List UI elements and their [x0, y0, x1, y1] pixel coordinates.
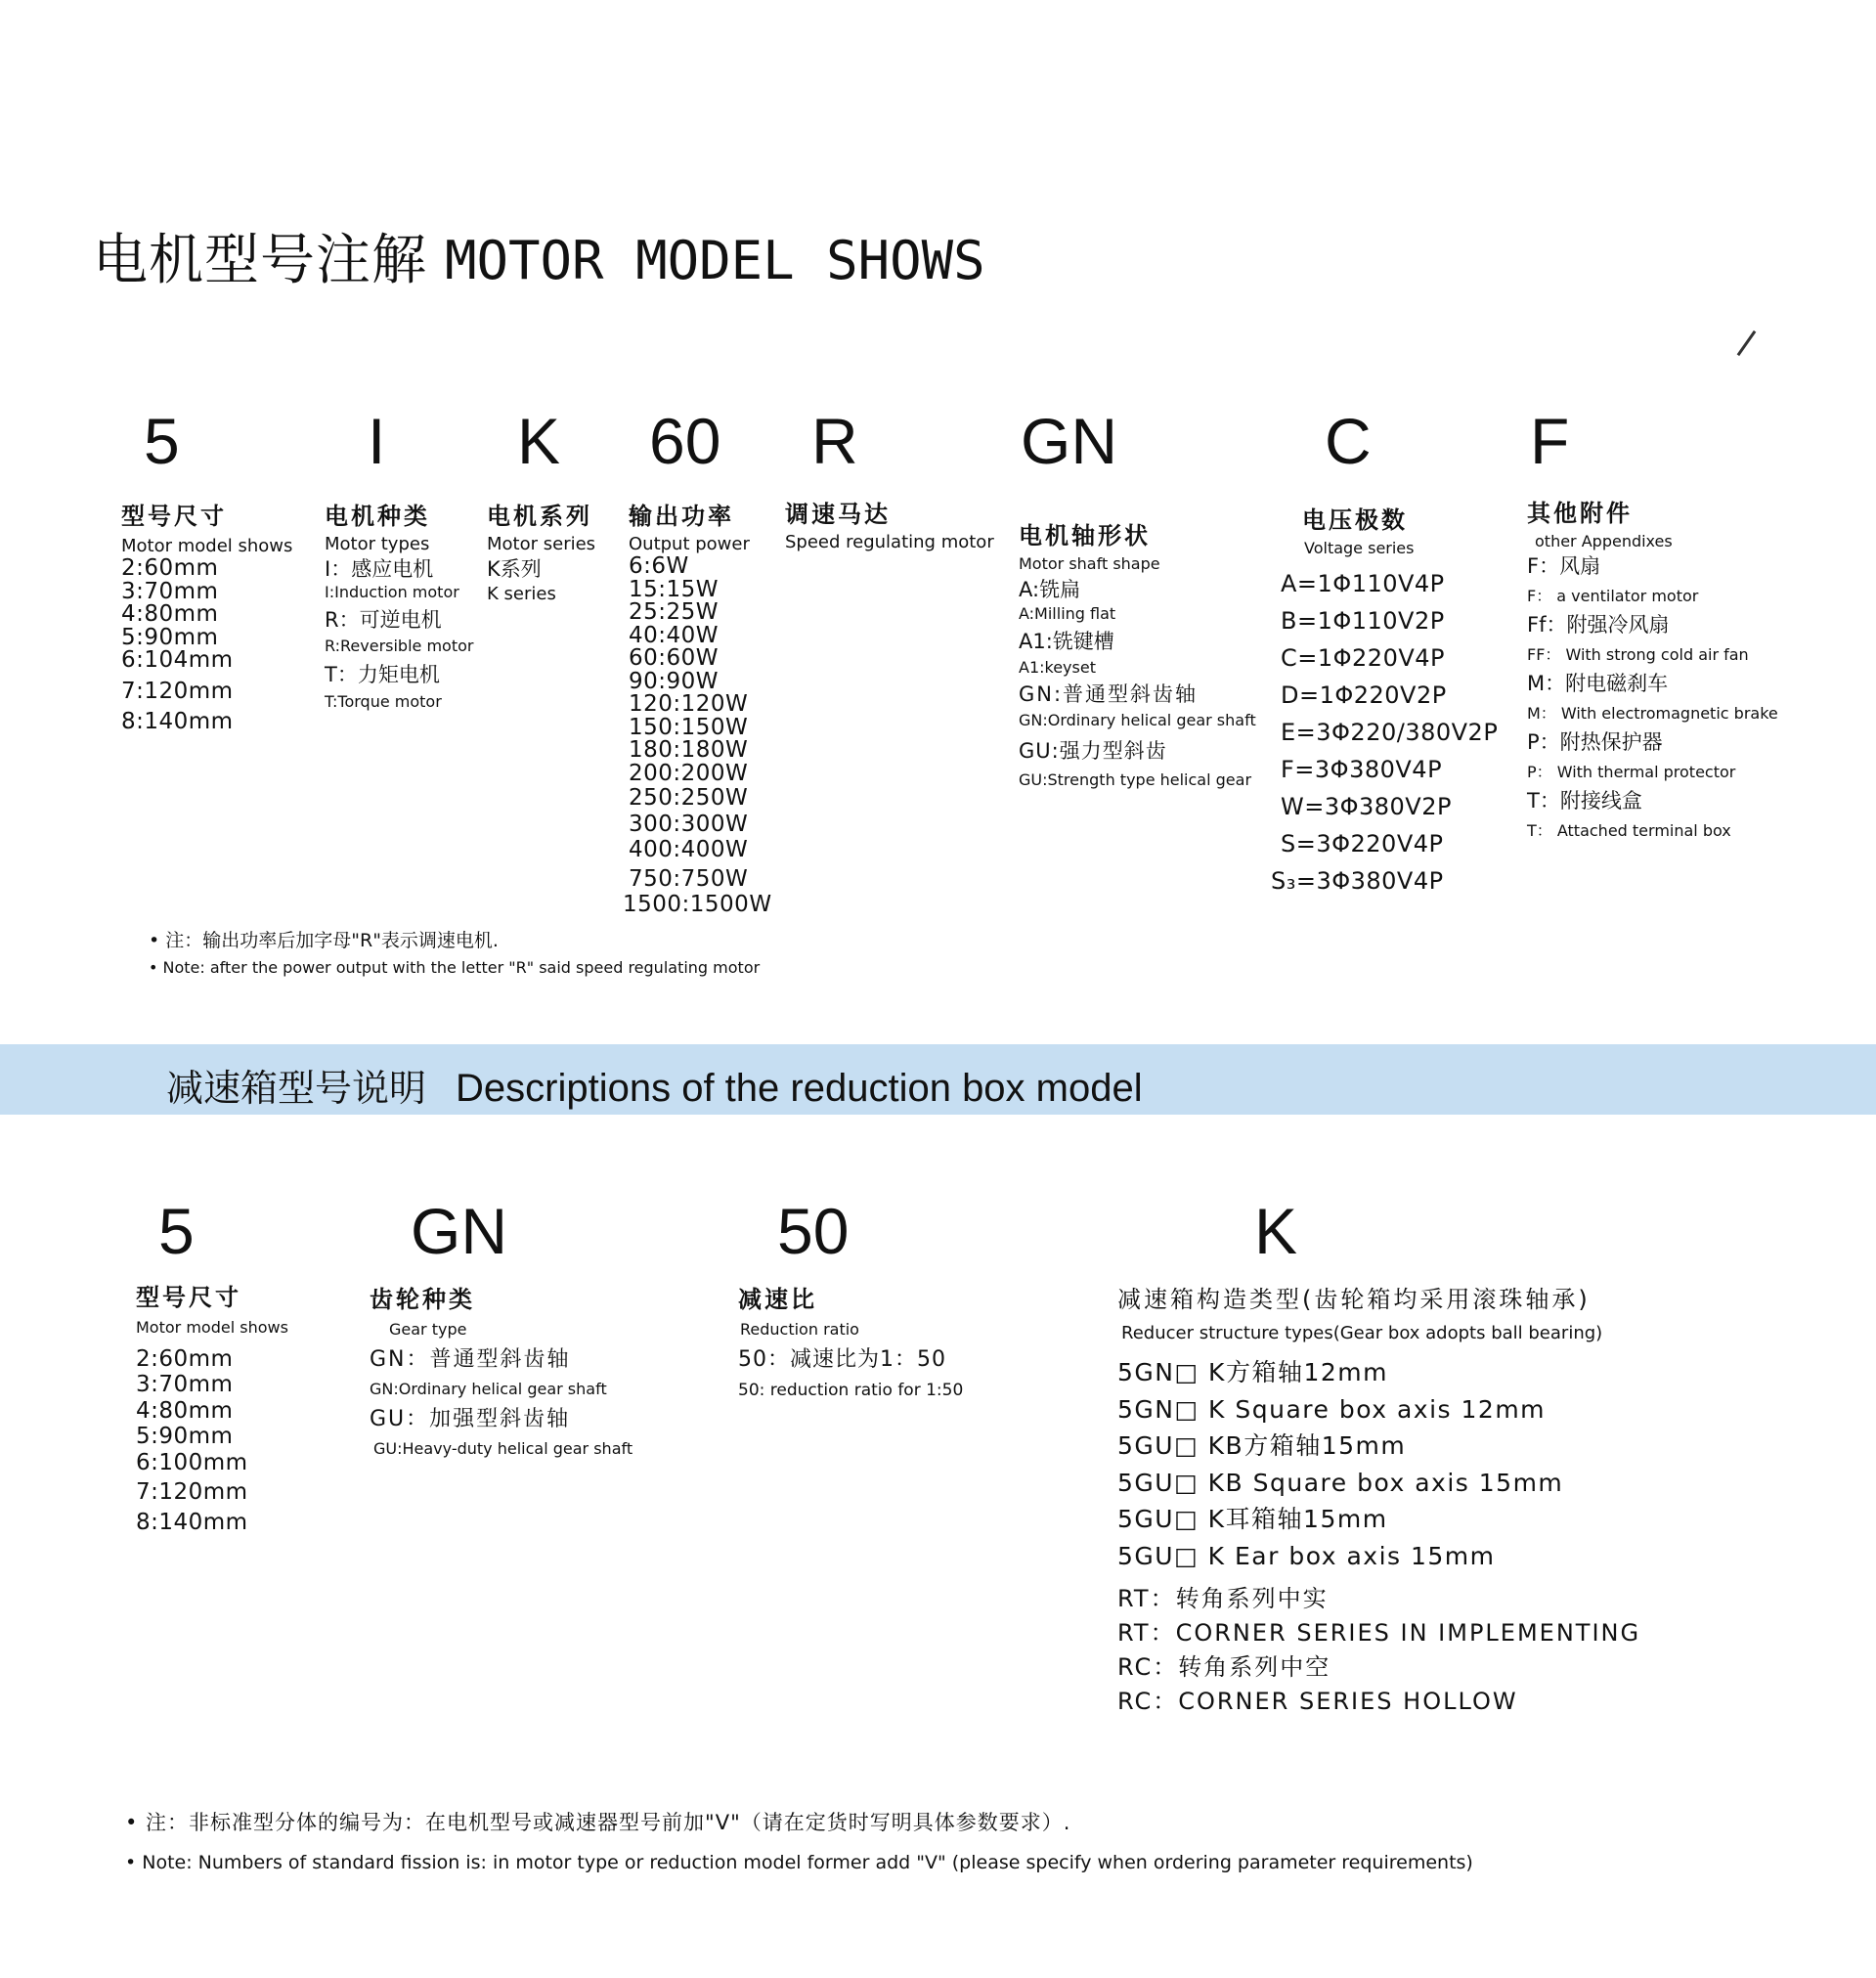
motor-code-size: 5 [144, 405, 180, 477]
list-item: 180:180W [629, 737, 749, 764]
list-item: RT：CORNER SERIES IN IMPLEMENTING [1117, 1619, 1641, 1648]
list-item: D=1Φ220V2P [1281, 681, 1447, 709]
list-item: 4:80mm [136, 1397, 234, 1424]
motor-voltage-column [1271, 505, 1498, 900]
reduction-section-title [166, 1058, 1143, 1112]
reduction-structure-heading-cn: 减速箱构造类型(齿轮箱均采用滚珠轴承) [1117, 1286, 1591, 1313]
motor-speed-column [785, 500, 994, 553]
motor-series-heading-cn: 电机系列 [487, 503, 592, 530]
motor-power-column [623, 502, 772, 918]
list-item: F=3Φ380V4P [1281, 755, 1443, 783]
reduction-size-heading-cn: 型号尺寸 [136, 1284, 241, 1311]
list-item: FF： With strong cold air fan [1527, 644, 1749, 664]
list-item: 50：减速比为1：50 [738, 1346, 946, 1372]
list-item: 5GN□ K方箱轴12mm [1117, 1358, 1388, 1387]
motor-code-voltage: C [1325, 405, 1372, 477]
reduction-size-column [136, 1283, 288, 1538]
motor-code-other: F [1530, 405, 1570, 477]
list-item: A1:铣键槽 [1019, 629, 1114, 653]
list-item: F：风扇 [1527, 553, 1601, 578]
list-item: S=3Φ220V4P [1281, 829, 1444, 857]
list-item: 200:200W [629, 760, 749, 786]
motor-type-column [325, 502, 473, 713]
list-item: T：力矩电机 [325, 662, 440, 686]
list-item: 3:70mm [121, 578, 219, 604]
list-item: 120:120W [629, 691, 749, 718]
list-item: 5GU□ K Ear box axis 15mm [1117, 1541, 1496, 1570]
list-item: 50: reduction ratio for 1:50 [738, 1380, 964, 1400]
list-item: GU：加强型斜齿轴 [370, 1406, 571, 1431]
list-item: A:铣扁 [1019, 577, 1081, 601]
list-item: RT：转角系列中实 [1117, 1585, 1329, 1613]
list-item: W=3Φ380V2P [1281, 792, 1452, 820]
list-item: 5:90mm [136, 1424, 234, 1450]
list-item: GN:普通型斜齿轴 [1019, 682, 1199, 707]
reduction-ratio-heading-cn: 减速比 [738, 1286, 817, 1313]
reduction-structure-column [1117, 1285, 1640, 1719]
motor-code-shaft: GN [1021, 405, 1117, 477]
motor-note-cn: • 注：输出功率后加字母"R"表示调速电机. [149, 930, 499, 951]
list-item: P： With thermal protector [1527, 762, 1736, 781]
list-item: 6:6W [629, 553, 689, 580]
list-item: GN：普通型斜齿轴 [370, 1346, 571, 1372]
list-item: 1500:1500W [623, 892, 772, 918]
list-item: GU:Strength type helical gear [1019, 770, 1252, 790]
list-item: 750:750W [629, 865, 749, 892]
list-item: 7:120mm [121, 678, 234, 704]
list-item: 5:90mm [121, 624, 219, 650]
list-item: S₃=3Φ380V4P [1271, 866, 1444, 895]
list-item: 40:40W [629, 622, 720, 648]
list-item: 60:60W [629, 645, 720, 672]
list-item: A:Milling flat [1019, 603, 1116, 623]
list-item: GN:Ordinary helical gear shaft [370, 1379, 607, 1398]
list-item: A1:keyset [1019, 657, 1096, 677]
motor-code-series: K [517, 405, 561, 477]
list-item: T： Attached terminal box [1527, 820, 1731, 840]
title-cn: 电机型号注解 [93, 229, 427, 292]
reduction-code-ratio: 50 [777, 1195, 850, 1267]
list-item: M： With electromagnetic brake [1527, 703, 1778, 723]
list-item: 6:100mm [136, 1449, 248, 1475]
motor-code-type: I [368, 405, 386, 477]
list-item: K系列 [487, 557, 542, 582]
motor-speed-heading-en: Speed regulating motor [785, 532, 994, 552]
list-item: 6:104mm [121, 647, 234, 674]
list-item: 4:80mm [121, 601, 219, 628]
motor-type-heading-en: Motor types [325, 534, 430, 554]
pen-mark [1737, 330, 1757, 356]
list-item: GU:Heavy-duty helical gear shaft [373, 1438, 633, 1458]
list-item: I：感应电机 [325, 557, 434, 582]
list-item: E=3Φ220/380V2P [1281, 718, 1499, 746]
list-item: 250:250W [629, 785, 749, 812]
list-item: F： a ventilator motor [1527, 586, 1699, 605]
list-item: 8:140mm [121, 709, 234, 735]
reduction-ratio-column [738, 1285, 963, 1403]
motor-power-heading-cn: 输出功率 [629, 503, 734, 530]
motor-shaft-heading-en: Motor shaft shape [1019, 554, 1160, 573]
motor-voltage-heading-cn: 电压极数 [1302, 506, 1408, 534]
motor-size-column [121, 502, 292, 734]
motor-size-heading-en: Motor model shows [121, 536, 293, 556]
motor-other-column [1527, 499, 1778, 846]
list-item: B=1Φ110V2P [1281, 606, 1445, 635]
list-item: 2:60mm [121, 555, 219, 582]
list-item: RC：CORNER SERIES HOLLOW [1117, 1688, 1518, 1716]
reduction-gear-heading-cn: 齿轮种类 [370, 1286, 475, 1313]
list-item: K series [487, 584, 556, 605]
reduction-code-size: 5 [158, 1195, 195, 1267]
reduction-code-gear: GN [411, 1195, 507, 1267]
list-item: 5GU□ KB Square box axis 15mm [1117, 1468, 1564, 1497]
motor-power-heading-en: Output power [629, 534, 750, 554]
footer-note-cn: • 注：非标准型分体的编号为：在电机型号或减速器型号前加"V"（请在定货时写明具体参数要求）. [125, 1811, 1071, 1834]
motor-other-heading-en: other Appendixes [1535, 532, 1673, 550]
list-item: P：附热保护器 [1527, 729, 1663, 754]
list-item: 3:70mm [136, 1372, 234, 1398]
reduction-gear-column [370, 1285, 633, 1459]
list-item: RC：转角系列中空 [1117, 1653, 1331, 1682]
reduction-code-structure: K [1254, 1195, 1298, 1267]
list-item: 5GN□ K Square box axis 12mm [1117, 1394, 1547, 1424]
list-item: GN:Ordinary helical gear shaft [1019, 711, 1256, 730]
reduction-gear-heading-en: Gear type [389, 1320, 467, 1339]
motor-shaft-column [1019, 521, 1256, 791]
list-item: 300:300W [629, 811, 749, 837]
page-title [93, 217, 985, 295]
motor-series-column [487, 502, 595, 606]
list-item: I:Induction motor [325, 583, 459, 602]
list-item: 5GU□ KB方箱轴15mm [1117, 1431, 1407, 1461]
list-item: A=1Φ110V4P [1281, 569, 1445, 597]
motor-voltage-heading-en: Voltage series [1304, 539, 1415, 557]
motor-shaft-heading-cn: 电机轴形状 [1019, 522, 1151, 549]
motor-size-heading-cn: 型号尺寸 [121, 503, 227, 530]
reduction-size-heading-en: Motor model shows [136, 1318, 288, 1337]
list-item: R:Reversible motor [325, 637, 474, 656]
list-item: 15:15W [629, 576, 720, 602]
reduction-structure-heading-en: Reducer structure types(Gear box adopts ball bearing) [1121, 1323, 1603, 1343]
list-item: R：可逆电机 [325, 608, 442, 633]
motor-speed-heading-cn: 调速马达 [785, 501, 891, 528]
list-item: M：附电磁刹车 [1527, 671, 1669, 695]
list-item: 8:140mm [136, 1510, 248, 1536]
motor-note-en: • Note: after the power output with the letter "R" said speed regulating motor [149, 958, 761, 977]
motor-code-speed: R [811, 405, 858, 477]
list-item: C=1Φ220V4P [1281, 643, 1445, 672]
reduction-title-cn: 减速箱型号说明 [166, 1067, 427, 1110]
list-item: 90:90W [629, 668, 720, 694]
title-en: MOTOR MODEL SHOWS [445, 230, 985, 291]
reduction-title-en: Descriptions of the reduction box model [456, 1067, 1143, 1110]
footer-note-en: • Note: Numbers of standard fission is: in motor type or reduction model former add "V" (please specify when ordering parameter requirements) [125, 1852, 1473, 1873]
list-item: T:Torque motor [325, 691, 442, 711]
list-item: 5GU□ K耳箱轴15mm [1117, 1505, 1388, 1534]
list-item: 400:400W [629, 837, 749, 863]
reduction-ratio-heading-en: Reduction ratio [740, 1320, 859, 1339]
list-item: 2:60mm [136, 1345, 234, 1372]
motor-code-power: 60 [649, 405, 721, 477]
list-item: Ff：附强冷风扇 [1527, 612, 1670, 637]
list-item: 25:25W [629, 599, 720, 626]
list-item: 7:120mm [136, 1479, 248, 1506]
motor-type-heading-cn: 电机种类 [325, 503, 430, 530]
list-item: 150:150W [629, 714, 749, 740]
list-item: GU:强力型斜齿 [1019, 739, 1167, 764]
list-item: T：附接线盒 [1527, 788, 1642, 813]
motor-other-heading-cn: 其他附件 [1527, 500, 1633, 527]
motor-series-heading-en: Motor series [487, 534, 596, 554]
